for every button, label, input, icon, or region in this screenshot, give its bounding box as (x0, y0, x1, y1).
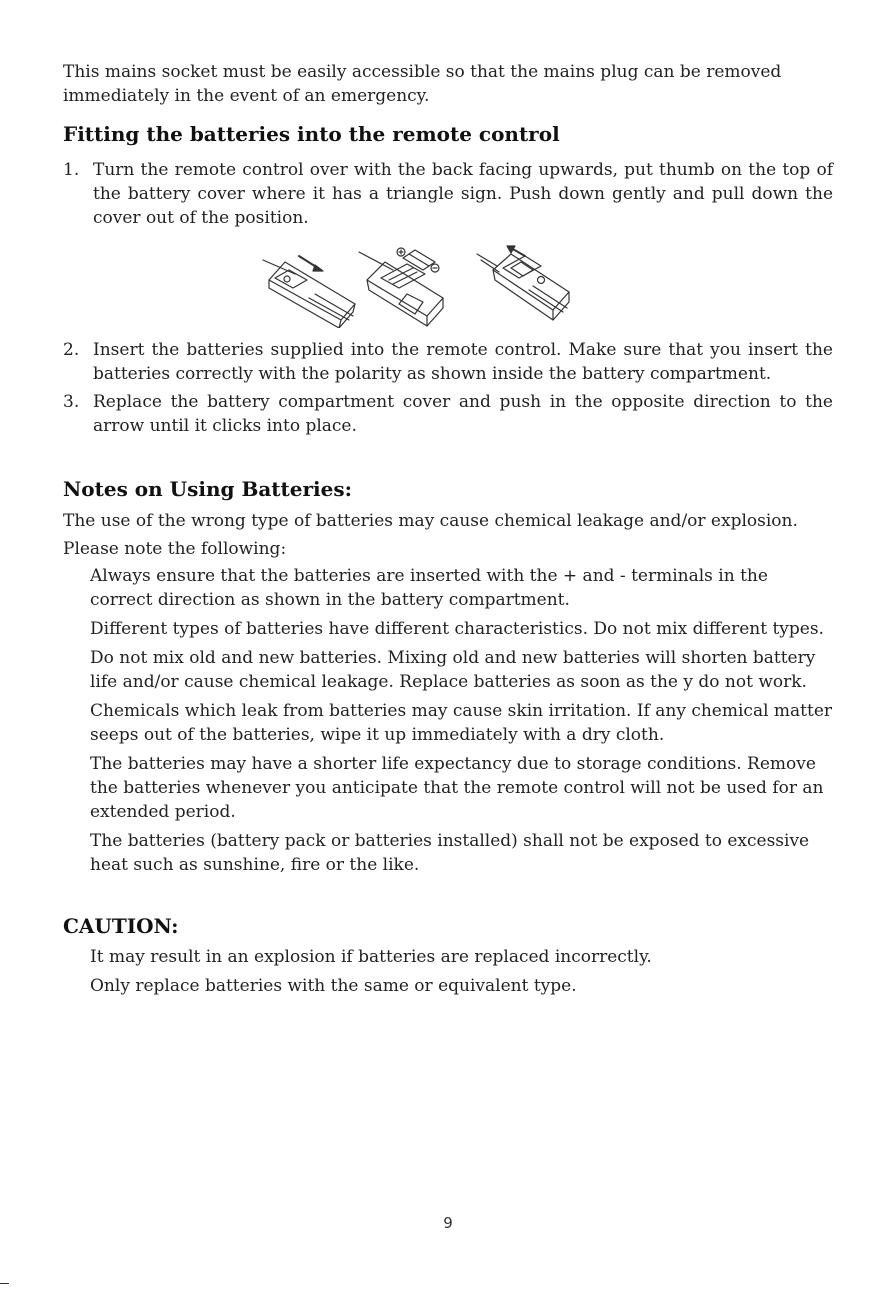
step-number: 2. (63, 340, 80, 360)
notes-list (90, 564, 833, 877)
step-text: Turn the remote control over with the back facing upwards, put thumb on the top of the battery cover where it has a triangle sign. Push down gently and pull down the cover out of the position. (93, 160, 833, 228)
note-item: Always ensure that the batteries are inserted with the + and - terminals in the correct direction as shown in the battery compartment. (90, 566, 768, 610)
page-number: 9 (443, 1214, 453, 1232)
note-item: Chemicals which leak from batteries may cause skin irritation. If any chemical matter seeps out of the batteries, wipe it up immediately with a dry cloth. (90, 701, 833, 745)
notes-heading: Notes on Using Batteries: (63, 477, 353, 501)
step-item (63, 338, 833, 386)
fitting-batteries-heading: Fitting the batteries into the remote control (63, 122, 560, 146)
step-item (63, 158, 833, 230)
note-item: The batteries may have a shorter life expectancy due to storage conditions. Remove the batteries whenever you anticipate that the remote control will not be used for an extended period. (90, 754, 824, 822)
note-item: The batteries (battery pack or batteries installed) shall not be exposed to excessive heat such as sunshine, fire or the like. (90, 831, 810, 875)
caution-list (90, 945, 833, 998)
notes-intro-line-2: Please note the following: (63, 539, 287, 559)
remote-battery-illustration (63, 240, 833, 328)
step-text: Insert the batteries supplied into the remote control. Make sure that you insert the batteries correctly with the polarity as shown inside the battery compartment. (93, 340, 833, 384)
remote-3-icon (477, 246, 569, 320)
caution-item: Only replace batteries with the same or equivalent type. (90, 976, 577, 996)
notes-intro-line-1: The use of the wrong type of batteries may cause chemical leakage and/or explosion. (63, 511, 798, 531)
remote-2-icon (359, 248, 443, 326)
intro-paragraph: This mains socket must be easily accessible so that the mains plug can be removed immediately in the event of an emergency. (63, 62, 782, 106)
caution-heading: CAUTION: (63, 914, 179, 938)
remote-1-icon (263, 256, 355, 328)
fitting-steps-list (63, 158, 833, 230)
caution-item: It may result in an explosion if batteries are replaced incorrectly. (90, 947, 652, 967)
step-item (63, 390, 833, 438)
manual-page (63, 60, 833, 1003)
fitting-steps-list-continued (63, 338, 833, 438)
note-item: Do not mix old and new batteries. Mixing old and new batteries will shorten battery life and/or cause chemical leakage. Replace batteries as soon as the y do not work. (90, 648, 816, 692)
step-text: Replace the battery compartment cover and push in the opposite direction to the arrow until it clicks into place. (93, 392, 833, 436)
step-number: 1. (63, 160, 80, 180)
step-number: 3. (63, 392, 80, 412)
corner-mark (0, 1283, 9, 1284)
note-item: Different types of batteries have different characteristics. Do not mix different types. (90, 619, 824, 639)
